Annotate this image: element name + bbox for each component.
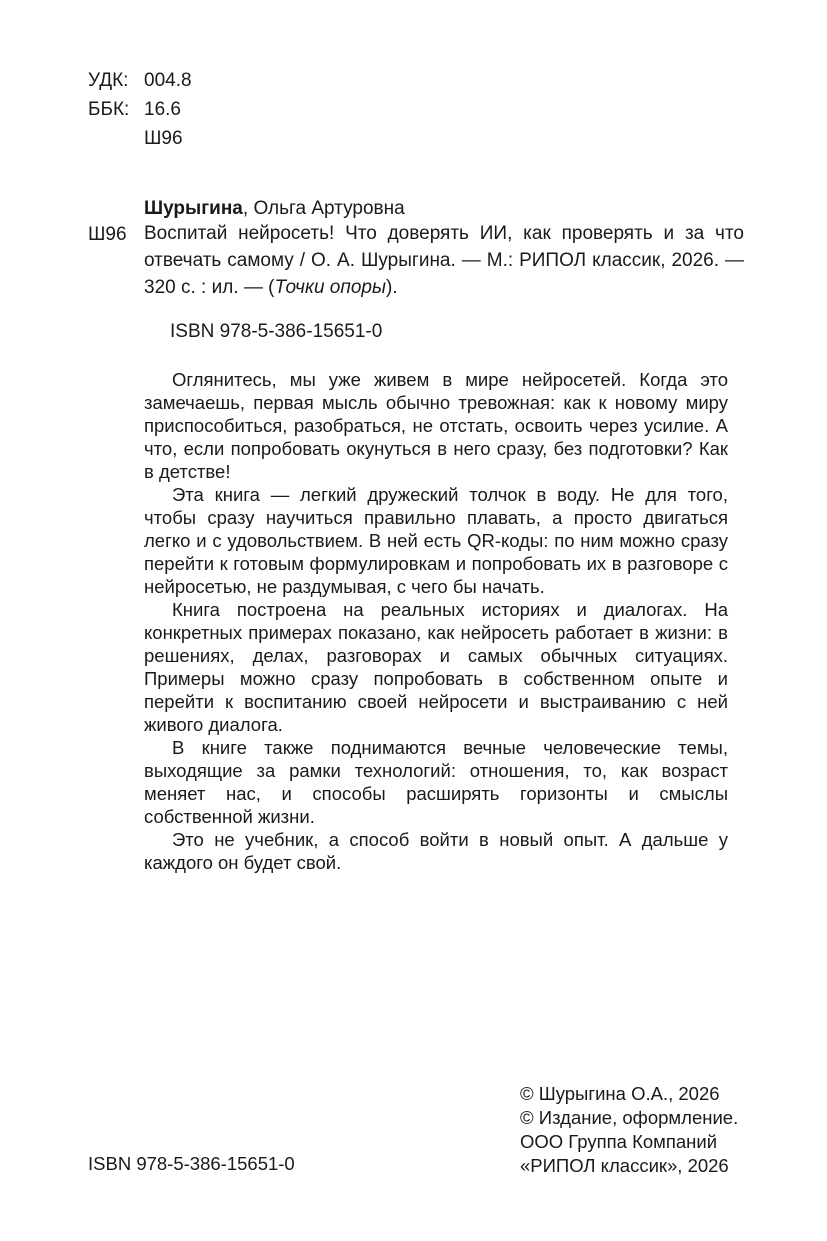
copyright-line: «РИПОЛ классик», 2026 xyxy=(520,1155,729,1176)
copyright-line: © Издание, оформление. xyxy=(520,1107,739,1128)
copyright-line: © Шурыгина О.А., 2026 xyxy=(520,1083,720,1104)
bbk-label: ББК: xyxy=(88,99,130,120)
copyright-line: ООО Группа Компаний xyxy=(520,1131,718,1152)
udk-row xyxy=(88,66,192,95)
author-name: , Ольга Артуровна xyxy=(242,198,405,219)
bbk-row xyxy=(88,95,192,124)
annotation xyxy=(144,368,728,874)
bbk-value: 16.6 xyxy=(144,99,181,120)
bibliographic-mark: Ш96 xyxy=(88,224,127,245)
annotation-paragraph: Книга построена на реальных историях и диалогах. На конкретных примерах показано, как нейросеть работает в жизни: в решениях, делах, разговорах и самых обычных ситуациях. Примеры можно сразу попробовать в собственном опыте и перейти к воспитанию своей нейросети и выстраиванию с ней живого диалога. xyxy=(144,599,728,735)
annotation-paragraph: Эта книга — легкий дружеский толчок в воду. Не для того, чтобы сразу научиться правильно плавать, а просто двигаться легко и с удовольствием. В ней есть QR-коды: по ним можно сразу перейти к готовым формулировкам и попробовать их в разговоре с нейросетью, не раздумывая, с чего бы начать. xyxy=(144,484,728,597)
annotation-paragraph: В книге также поднимаются вечные человеческие темы, выходящие за рамки технологий: отношения, то, как возраст меняет нас, и способы расширять горизонты и смыслы собственной жизни. xyxy=(144,737,728,827)
copyright-block xyxy=(520,1082,738,1178)
annotation-paragraph: Оглянитесь, мы уже живем в мире нейросетей. Когда это замечаешь, первая мысль обычно тревожная: как к новому миру приспособиться, разобраться, не отстать, освоить через усилие. А что, если попробовать окунуться в него сразу, без подготовки? Как в детстве! xyxy=(144,369,728,482)
isbn-top: ISBN 978-5-386-15651-0 xyxy=(170,321,383,342)
annotation-paragraph: Это не учебник, а способ войти в новый опыт. А дальше у каждого он будет свой. xyxy=(144,829,728,873)
author-mark-row xyxy=(88,124,192,153)
udk-value: 004.8 xyxy=(144,70,192,91)
author-heading xyxy=(144,194,405,223)
series-title: Точки опоры xyxy=(274,277,386,298)
description-end: ). xyxy=(385,277,398,298)
classification-codes xyxy=(88,66,192,153)
author-mark: Ш96 xyxy=(144,128,183,149)
description-main: Воспитай нейросеть! Что доверять ИИ, как проверять и за что отвечать самому / О. А. Шурыгина. — М.: РИПОЛ классик, 2026. — 320 с. : ил. — ( xyxy=(144,223,744,298)
udk-label: УДК: xyxy=(88,70,129,91)
bibliographic-description xyxy=(144,220,744,301)
isbn-bottom: ISBN 978-5-386-15651-0 xyxy=(88,1153,295,1174)
author-surname: Шурыгина xyxy=(144,198,243,219)
